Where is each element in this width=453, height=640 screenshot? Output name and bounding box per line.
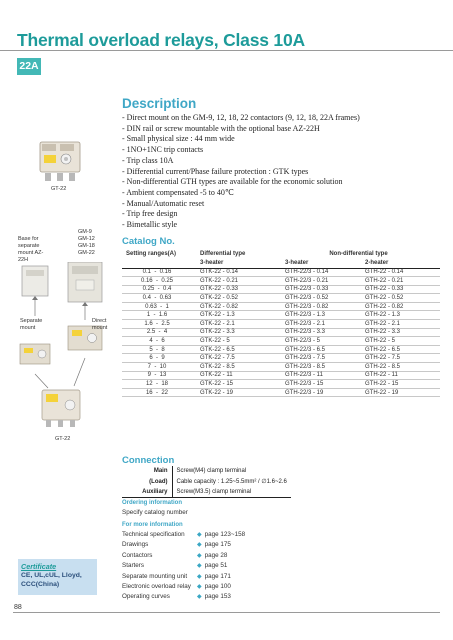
- description-item: - Direct mount on the GM-9, 12, 18, 22 contactors (9, 12, 18, 22A frames): [122, 113, 360, 122]
- catalog-number-cell: GTH-22 - 7.5: [365, 355, 401, 362]
- catalog-number-cell: GTH-22/3 - 5: [285, 338, 321, 345]
- description-item: - Manual/Automatic reset: [122, 198, 205, 208]
- arrow-icon: ◆: [197, 584, 202, 591]
- catalog-number-cell: GTH-22/3 - 0.52: [285, 295, 329, 302]
- catalog-number-cell: GTH-22 - 19: [365, 389, 399, 396]
- list-item: Contactors ◆ page 28: [122, 551, 245, 561]
- range-cell: 1.6 - 2.5: [144, 320, 170, 327]
- catalog-number-cell: GTH-22 - 15: [365, 381, 399, 388]
- description-item: - Bimetallic style: [122, 220, 178, 230]
- catalog-number-cell: GTH-22/3 - 6.5: [285, 346, 326, 353]
- range-cell: 6 - 9: [149, 355, 165, 362]
- catalog-number-cell: GTK-22 - 0.21: [200, 277, 239, 284]
- description-item: - Trip class 10A: [122, 155, 174, 165]
- catalog-number-cell: GTK-22 - 0.14: [200, 269, 239, 276]
- list-item: Technical specification ◆ page 123~158: [122, 530, 245, 540]
- catalog-heading: Catalog No.: [122, 236, 175, 247]
- bottom-photo-caption: GT-22: [55, 436, 71, 442]
- connection-key: Auxiliary: [122, 487, 172, 498]
- range-cell: 1 - 1.6: [146, 312, 168, 319]
- ordering-text: Specify catalog number: [122, 509, 188, 516]
- table-row: [122, 285, 440, 294]
- arrow-icon: ◆: [197, 573, 202, 580]
- catalog-number-cell: GTH-22/3 - 3.3: [285, 329, 326, 336]
- range-cell: 0.4 - 0.63: [142, 295, 172, 302]
- catalog-number-cell: GTH-22 - 2.1: [365, 320, 401, 327]
- catalog-number-cell: GTH-22 - 0.52: [365, 295, 404, 302]
- list-item: Separate mounting unit ◆ page 171: [122, 572, 245, 582]
- certificate-line: CE, UL,cUL, Lloyd,: [21, 572, 82, 579]
- title-divider: [0, 50, 453, 51]
- list-item: Operating curves ◆ page 153: [122, 592, 245, 602]
- table-row: [122, 311, 440, 320]
- catalog-number-cell: GTK-22 - 11: [200, 372, 233, 379]
- table-row: [122, 328, 440, 337]
- catalog-number-cell: GTH-22/3 - 11: [285, 372, 323, 379]
- page-title: Thermal overload relays, Class 10A: [17, 30, 305, 50]
- catalog-number-cell: GTK-22 - 3.3: [200, 329, 235, 336]
- description-item: - Small physical size : 44 mm wide: [122, 134, 235, 144]
- differential-header: Differential type: [200, 250, 246, 257]
- arrow-icon: ◆: [197, 542, 202, 549]
- ordering-heading: Ordering information: [122, 500, 182, 506]
- certificate-title: Certificate: [21, 562, 57, 571]
- contactor-label: GM-9 GM-12 GM-18 GM-22: [78, 229, 95, 256]
- table-row: [122, 294, 440, 303]
- catalog-number-cell: GTK-22 - 7.5: [200, 355, 235, 362]
- relay-photo-top: [36, 140, 84, 182]
- base-label: Base for separate mount AZ-22H: [18, 236, 44, 263]
- catalog-number-cell: GTH-22/3 - 7.5: [285, 355, 326, 362]
- frame-badge: 22A: [17, 58, 41, 75]
- connection-value: Screw(M3.5) clamp terminal: [172, 487, 291, 498]
- catalog-number-cell: GTH-22 - 0.82: [365, 303, 404, 310]
- connection-key: Main: [122, 466, 172, 477]
- catalog-number-cell: GTK-22 - 15: [200, 381, 234, 388]
- arrow-icon: ◆: [197, 532, 202, 538]
- more-info-heading: For more information: [122, 522, 183, 528]
- catalog-number-cell: GTH-22 - 0.33: [365, 286, 404, 293]
- description-item: - 1NO+1NC trip contacts: [122, 145, 204, 155]
- catalog-number-cell: GTH-22/3 - 1.3: [285, 312, 326, 319]
- catalog-number-cell: GTH-22/3 - 15: [285, 381, 324, 388]
- description-list: [122, 113, 360, 231]
- range-cell: 0.1 - 0.16: [142, 269, 172, 276]
- catalog-number-cell: GTK-22 - 0.33: [200, 286, 239, 293]
- arrow-icon: ◆: [197, 563, 202, 570]
- range-cell: 16 - 22: [145, 389, 169, 396]
- catalog-number-cell: GTH-22/3 - 0.21: [285, 277, 329, 284]
- description-heading: Description: [122, 96, 197, 111]
- table-row: [122, 380, 440, 389]
- catalog-number-cell: GTH-22/3 - 0.82: [285, 303, 329, 310]
- page-number: 88: [14, 604, 22, 611]
- catalog-number-cell: GTH-22 - 0.21: [365, 277, 404, 284]
- table-row: [122, 320, 440, 329]
- range-cell: 0.25 - 0.4: [142, 286, 172, 293]
- range-cell: 0.63 - 1: [145, 303, 169, 310]
- heater-header: 3-heater: [277, 259, 357, 269]
- catalog-number-cell: GTH-22/3 - 19: [285, 389, 324, 396]
- range-header: Setting ranges(A): [126, 250, 177, 257]
- description-item: - DIN rail or screw mountable with the optional base AZ-22H: [122, 123, 320, 133]
- range-cell: 7 - 10: [147, 363, 167, 370]
- certificate-line: CCC(China): [21, 581, 60, 588]
- catalog-number-cell: GTK-22 - 0.82: [200, 303, 239, 310]
- top-photo-caption: GT-22: [51, 186, 67, 192]
- range-cell: 4 - 6: [149, 338, 165, 345]
- catalog-number-cell: GTH-22/3 - 0.14: [285, 269, 329, 276]
- catalog-number-cell: GTK-22 - 2.1: [200, 320, 235, 327]
- catalog-number-cell: GTK-22 - 8.5: [200, 363, 235, 370]
- catalog-number-cell: GTH-22/3 - 0.33: [285, 286, 329, 293]
- table-row: [122, 371, 440, 380]
- table-row: [122, 337, 440, 346]
- catalog-number-cell: GTK-22 - 1.3: [200, 312, 235, 319]
- direct-mount-label: Direct mount: [92, 318, 108, 331]
- catalog-number-cell: GTH-22 - 1.3: [365, 312, 401, 319]
- table-row: [122, 388, 440, 397]
- heater-header: 3-heater: [192, 259, 277, 269]
- range-cell: 2.5 - 4: [146, 329, 168, 336]
- heater-header: 2-heater: [357, 259, 440, 269]
- separate-mount-label: Separate mount: [20, 318, 43, 331]
- table-row: [122, 354, 440, 363]
- table-row: [122, 268, 440, 277]
- connection-table: [122, 466, 291, 498]
- range-cell: 0.16 - 0.25: [140, 277, 174, 284]
- arrow-icon: ◆: [197, 552, 202, 559]
- catalog-number-cell: GTH-22 - 11: [365, 372, 398, 379]
- connection-value: Screw(M4) clamp terminal: [176, 468, 247, 475]
- non-differential-header: Non-differential type: [329, 250, 388, 257]
- table-row: [122, 302, 440, 311]
- catalog-number-cell: GTH-22 - 0.14: [365, 269, 404, 276]
- arrow-icon: ◆: [197, 594, 202, 601]
- range-cell: 5 - 8: [149, 346, 165, 353]
- connection-value: Cable capacity : 1.25~5.5mm² / ∅1.6~2.6: [176, 479, 287, 486]
- catalog-number-cell: GTK-22 - 19: [200, 389, 234, 396]
- description-item: - Ambient compensated -5 to 40℃: [122, 187, 234, 197]
- catalog-number-cell: GTH-22 - 3.3: [365, 329, 401, 336]
- mounting-diagram: [16, 262, 112, 432]
- certificate-box: [18, 559, 97, 595]
- table-row: [122, 363, 440, 372]
- catalog-number-cell: GTH-22 - 6.5: [365, 346, 401, 353]
- list-item: Drawings ◆ page 175: [122, 540, 245, 550]
- description-item: - Non-differential GTH types are available for the economic solution: [122, 177, 343, 187]
- list-item: Starters ◆ page 51: [122, 561, 245, 571]
- catalog-number-cell: GTH-22 - 5: [365, 338, 396, 345]
- catalog-number-cell: GTK-22 - 5: [200, 338, 230, 345]
- catalog-number-cell: GTH-22/3 - 8.5: [285, 363, 326, 370]
- range-cell: 9 - 13: [147, 372, 167, 379]
- list-item: Electronic overload relay ◆ page 100: [122, 582, 245, 592]
- description-item: - Trip free design: [122, 209, 178, 219]
- range-cell: 12 - 18: [145, 381, 169, 388]
- catalog-number-cell: GTH-22 - 8.5: [365, 363, 401, 370]
- footer-divider: [13, 612, 440, 613]
- catalog-number-cell: GTK-22 - 0.52: [200, 295, 239, 302]
- table-row: [122, 277, 440, 286]
- connection-key: (Load): [122, 477, 172, 488]
- description-item: - Differential current/Phase failure protection : GTK types: [122, 166, 309, 176]
- catalog-table: [122, 249, 440, 397]
- table-row: [122, 345, 440, 354]
- catalog-number-cell: GTK-22 - 6.5: [200, 346, 235, 353]
- more-info-list: [122, 530, 245, 603]
- catalog-number-cell: GTH-22/3 - 2.1: [285, 320, 326, 327]
- connection-heading: Connection: [122, 455, 175, 466]
- catalog-rows: [122, 268, 440, 397]
